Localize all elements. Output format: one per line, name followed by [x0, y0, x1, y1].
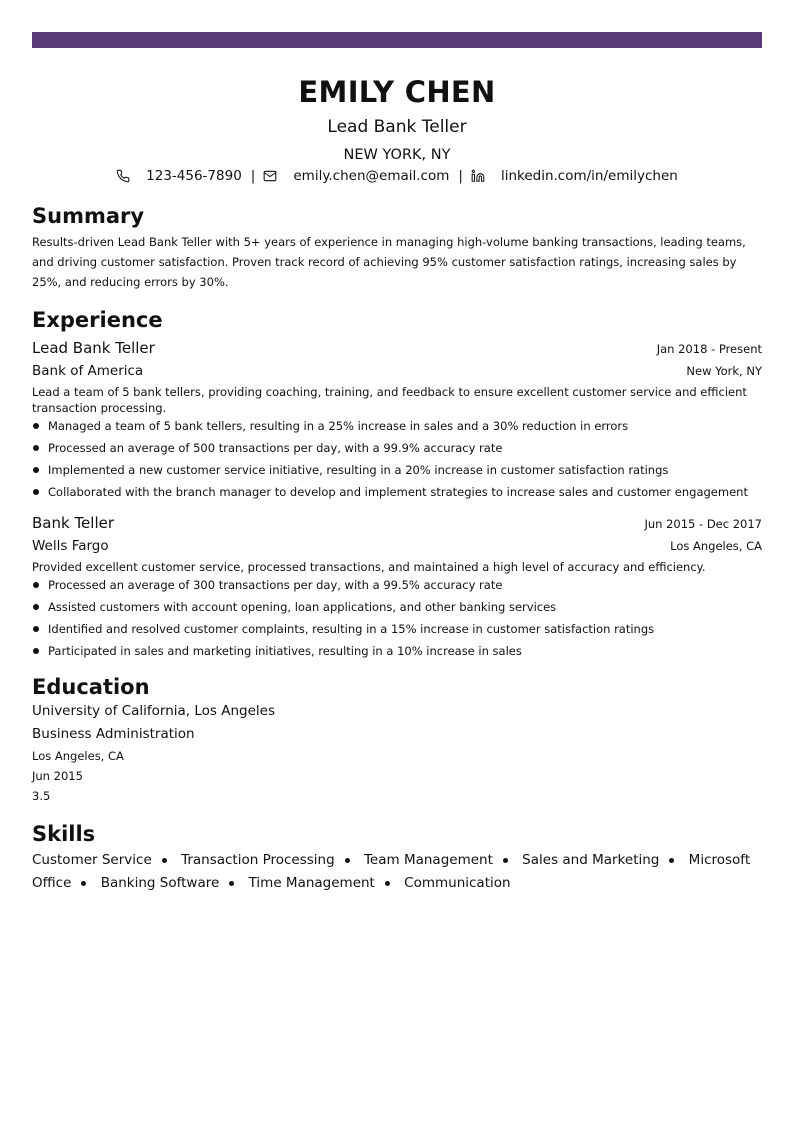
- skill-separator: [229, 881, 234, 886]
- bullet-item: Assisted customers with account opening, loan applications, and other banking services: [32, 599, 762, 615]
- education-location: Los Angeles, CA: [32, 749, 124, 763]
- resume-header: [32, 74, 762, 186]
- job-dates: Jan 2018 - Present: [656, 342, 762, 356]
- skill-separator: [503, 858, 508, 863]
- job-location: Los Angeles, CA: [670, 539, 762, 553]
- email-text: emily.chen@email.com: [293, 168, 450, 184]
- candidate-name: EMILY CHEN: [298, 75, 496, 109]
- skills-section: [32, 821, 762, 895]
- bullet-item: Implemented a new customer service initiative, resulting in a 20% increase in customer satisfaction ratings: [32, 462, 762, 478]
- linkedin-text: linkedin.com/in/emilychen: [500, 168, 678, 184]
- education-heading: Education: [32, 675, 150, 699]
- job-entry: [32, 512, 762, 659]
- job-bullets: [32, 418, 762, 500]
- skill-item: Banking Software: [100, 875, 220, 891]
- job-bullets: [32, 577, 762, 659]
- contact-separator: |: [250, 168, 256, 184]
- skill-separator: [345, 858, 350, 863]
- skill-item: Transaction Processing: [181, 852, 335, 868]
- skill-item: Communication: [404, 875, 511, 891]
- job-company: Bank of America: [32, 363, 144, 379]
- accent-bar: [32, 32, 762, 48]
- skill-separator: [81, 881, 86, 886]
- skills-list: [32, 849, 762, 895]
- skills-heading: Skills: [32, 822, 96, 846]
- bullet-item: Managed a team of 5 bank tellers, resulting in a 25% increase in sales and a 30% reduction in errors: [32, 418, 762, 434]
- education-date: Jun 2015: [32, 769, 83, 783]
- contact-line: [32, 166, 762, 186]
- candidate-title: Lead Bank Teller: [327, 117, 467, 137]
- phone-icon: [116, 169, 130, 183]
- job-title: Bank Teller: [32, 514, 115, 532]
- skill-separator: [385, 881, 390, 886]
- education-gpa: 3.5: [32, 789, 51, 803]
- resume-page: [32, 32, 762, 895]
- skill-item: Microsoft Office: [32, 852, 751, 891]
- experience-section: [32, 307, 762, 659]
- summary-text: Results-driven Lead Bank Teller with 5+ years of experience in managing high-volume banking transactions, leading teams, and driving customer satisfaction. Proven track record of achieving 95% customer satisfaction ratings, increasing sales by 25%, and reducing errors by 30%.: [32, 235, 746, 289]
- education-school: University of California, Los Angeles: [32, 703, 276, 719]
- phone-text: 123-456-7890: [146, 168, 242, 184]
- bullet-item: Processed an average of 500 transactions per day, with a 99.9% accuracy rate: [32, 440, 762, 456]
- experience-heading: Experience: [32, 308, 163, 332]
- job-description: Provided excellent customer service, processed transactions, and maintained a high level of accuracy and efficiency.: [32, 560, 706, 574]
- job-entry: [32, 337, 762, 500]
- bullet-item: Processed an average of 300 transactions per day, with a 99.5% accuracy rate: [32, 577, 762, 593]
- skill-item: Sales and Marketing: [522, 852, 660, 868]
- mail-icon: [263, 169, 277, 183]
- skill-separator: [669, 858, 674, 863]
- contact-separator: |: [458, 168, 463, 184]
- job-company: Wells Fargo: [32, 538, 109, 554]
- summary-heading: Summary: [32, 204, 145, 228]
- skill-separator: [162, 858, 167, 863]
- bullet-item: Identified and resolved customer complaints, resulting in a 15% increase in customer satisfaction ratings: [32, 621, 762, 637]
- linkedin-icon: [471, 169, 485, 183]
- education-degree: Business Administration: [32, 726, 195, 742]
- skill-item: Time Management: [248, 875, 375, 891]
- job-location: New York, NY: [686, 364, 762, 378]
- summary-section: [32, 203, 762, 292]
- skill-item: Customer Service: [32, 852, 152, 868]
- candidate-location: NEW YORK, NY: [343, 147, 451, 163]
- bullet-item: Participated in sales and marketing initiatives, resulting in a 10% increase in sales: [32, 643, 762, 659]
- skill-item: Team Management: [363, 852, 493, 868]
- job-dates: Jun 2015 - Dec 2017: [644, 517, 762, 531]
- bullet-item: Collaborated with the branch manager to develop and implement strategies to increase sales and customer engagement: [32, 484, 762, 500]
- job-description: Lead a team of 5 bank tellers, providing coaching, training, and feedback to ensure excellent customer service and efficient transaction processing.: [32, 385, 747, 415]
- email-contact[interactable]: [263, 166, 449, 186]
- linkedin-contact[interactable]: [471, 166, 678, 186]
- phone-contact[interactable]: [116, 166, 242, 186]
- job-title: Lead Bank Teller: [32, 339, 155, 357]
- education-section: [32, 674, 762, 806]
